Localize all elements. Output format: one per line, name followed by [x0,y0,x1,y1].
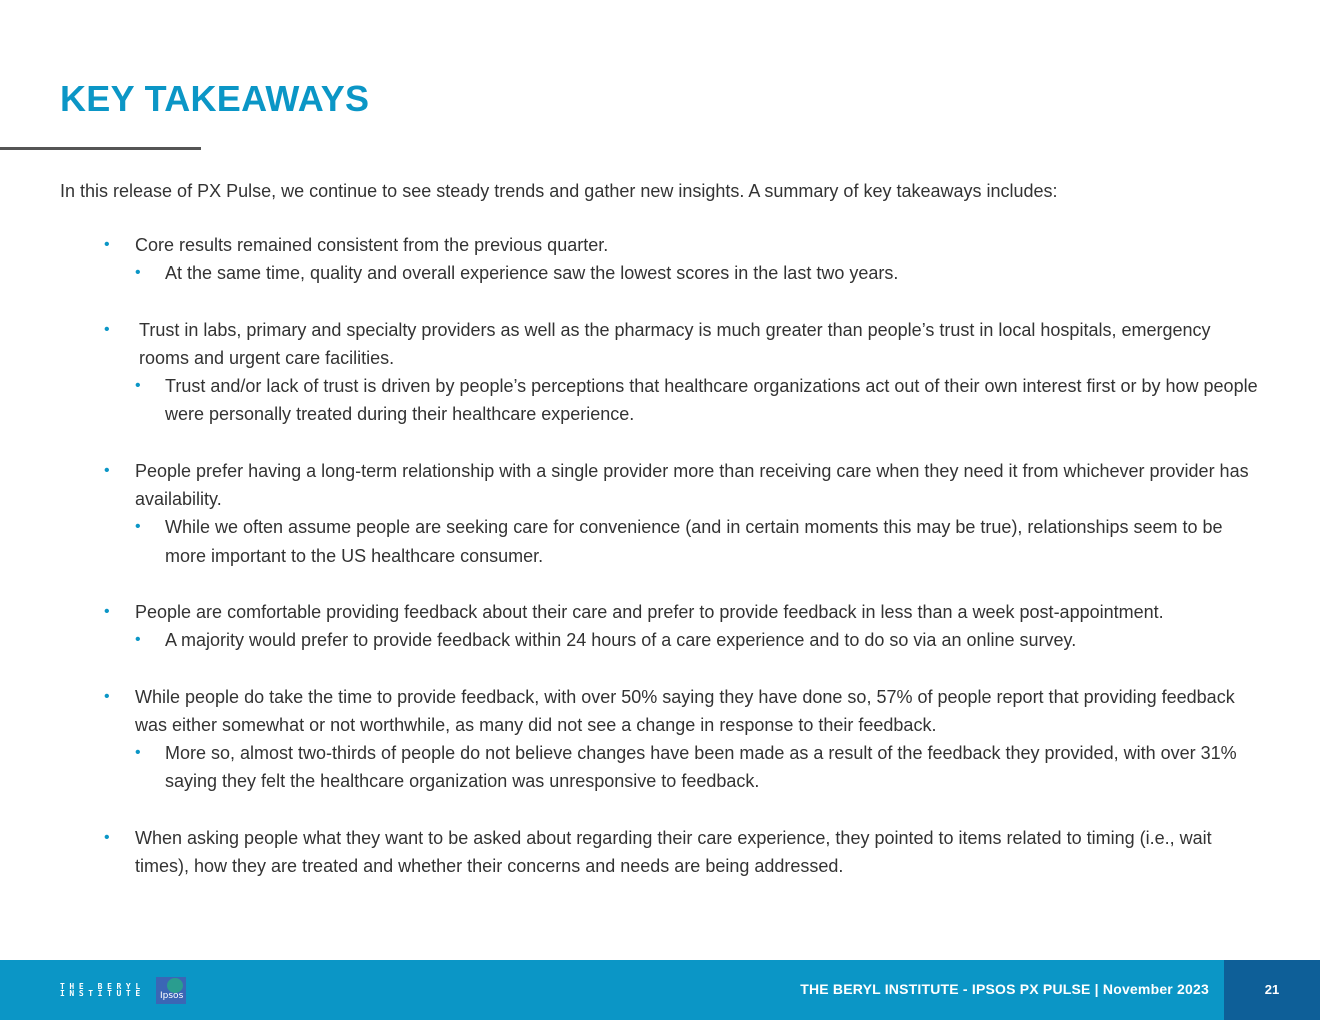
sub-bullet-icon: • [135,377,141,395]
beryl-logo-line-1: THE BERYL [60,982,145,991]
takeaway-item-6 [104,824,1264,881]
page-title: KEY TAKEAWAYS [60,78,370,119]
takeaway-text: While people do take the time to provide feedback, with over 50% saying they have done so, 57% of people report that providing feedback was either somewhat or not worthwhile, as many did not see a change in response to their feedback. [135,686,1235,735]
ipsos-logo-text: Ipsos [160,991,184,1001]
bullet-icon: • [104,602,110,620]
takeaways-list [104,231,1264,880]
sub-bullet-icon: • [135,518,141,536]
sub-bullet-icon: • [135,744,141,762]
title-underline [0,147,201,150]
bullet-icon: • [104,320,110,338]
takeaway-text: People are comfortable providing feedback about their care and prefer to provide feedback in less than a week post-appointment. [135,601,1164,622]
beryl-logo-line-2: INSTITUTE [60,989,145,998]
takeaway-item-3 [104,457,1264,570]
takeaway-subpoint [135,372,1264,429]
takeaway-item-4 [104,598,1264,655]
footer-bar [0,960,1320,1020]
footer-publication-text: THE BERYL INSTITUTE - IPSOS PX PULSE | November 2023 [800,981,1209,997]
takeaway-item-2 [104,316,1264,429]
sub-bullet-icon: • [135,264,141,282]
ipsos-logo [156,977,186,1004]
takeaway-text: Trust in labs, primary and specialty providers as well as the pharmacy is much greater than people’s trust in local hospitals, emergency rooms and urgent care facilities. [139,319,1211,368]
takeaway-subpoint-text: A majority would prefer to provide feedback within 24 hours of a care experience and to do so via an online survey. [165,630,1077,651]
takeaway-subpoint [135,513,1264,570]
bullet-icon: • [104,828,110,846]
takeaway-subpoint-text: More so, almost two-thirds of people do not believe changes have been made as a result of the feedback they provided, with over 31% saying they felt the healthcare organization was unresponsive to feedback. [165,743,1237,792]
takeaway-text: Core results remained consistent from the previous quarter. [135,235,609,255]
takeaway-subpoint [135,259,1264,287]
takeaway-item-5 [104,683,1264,796]
takeaway-text: People prefer having a long-term relationship with a single provider more than receiving care when they need it from whichever provider has availability. [135,460,1249,510]
bullet-icon: • [104,687,110,705]
takeaway-subpoint [135,739,1264,796]
takeaway-item-1 [104,231,1264,288]
intro-paragraph: In this release of PX Pulse, we continue to see steady trends and gather new insights. A summary of key takeaways includes: [60,181,1058,201]
bullet-icon: • [104,236,110,253]
page-number: 21 [1224,960,1320,1020]
takeaway-subpoint [135,626,1264,654]
bullet-icon: • [104,461,110,479]
takeaway-subpoint-text: Trust and/or lack of trust is driven by people’s perceptions that healthcare organizations act out of their own interest first or by how people were personally treated during their healthcare experience. [165,376,1258,425]
takeaway-text: When asking people what they want to be asked about regarding their care experience, they pointed to items related to timing (i.e., wait times), how they are treated and whether their concerns and needs are being addressed. [135,827,1212,877]
sub-bullet-icon: • [135,631,141,649]
takeaway-subpoint-text: While we often assume people are seeking care for convenience (and in certain moments this may be true), relationships seem to be more important to the US healthcare consumer. [165,517,1223,566]
takeaway-subpoint-text: At the same time, quality and overall experience saw the lowest scores in the last two years. [165,263,899,284]
beryl-institute-logo [60,983,145,997]
